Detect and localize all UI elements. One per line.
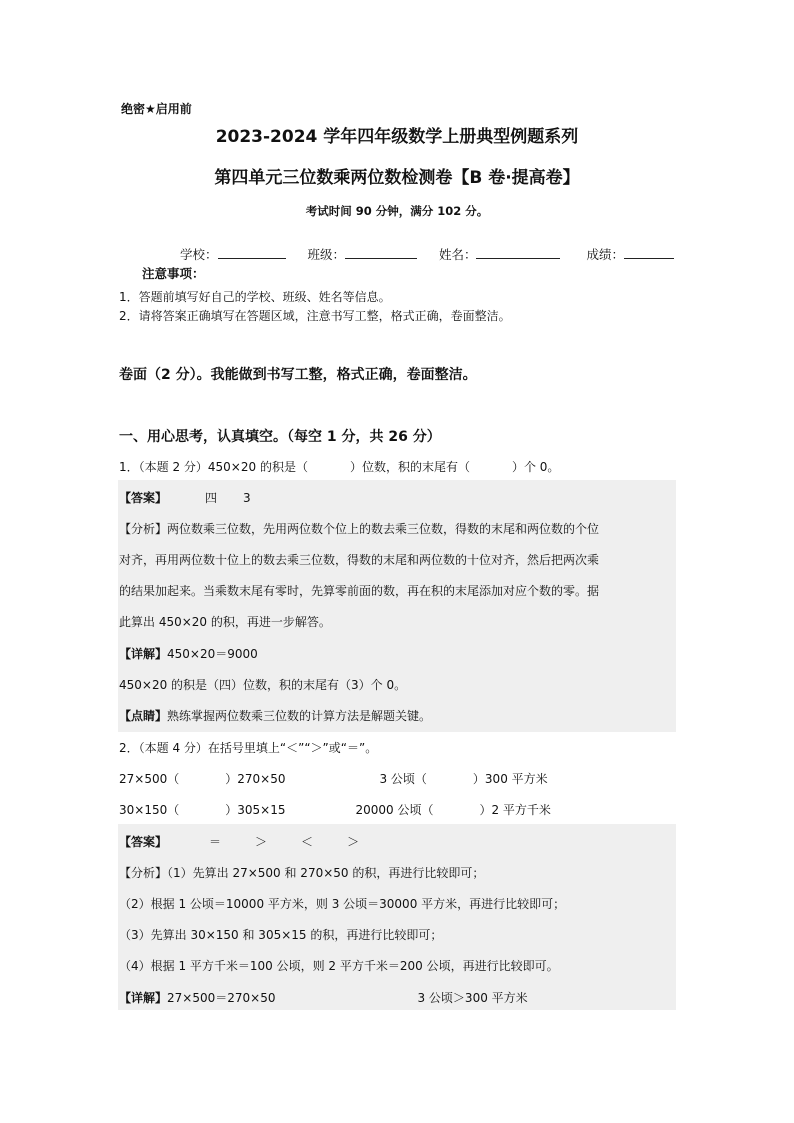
- q2-detail: [119, 989, 528, 1006]
- detail-text: 450×20＝9000: [167, 647, 258, 661]
- name-label: 姓名：: [438, 247, 477, 262]
- q1-conclusion: 450×20 的积是（四）位数，积的末尾有（3）个 0。: [119, 678, 407, 692]
- notice-item: 1．答题前填写好自己的学校、班级、姓名等信息。: [119, 290, 391, 304]
- neatness-statement: 卷面（2 分）。我能做到书写工整，格式正确，卷面整洁。: [119, 367, 477, 383]
- notice-title: 注意事项：: [142, 266, 205, 281]
- detail-text: 27×500＝270×50: [167, 991, 276, 1005]
- school-label: 学校：: [180, 247, 218, 262]
- score-blank: [624, 246, 674, 259]
- q1-analysis-line: 此算出 450×20 的积，再进一步解答。: [119, 615, 331, 629]
- q2-expr: ）270×50: [225, 772, 286, 786]
- q2-solution-block: [118, 824, 676, 1010]
- detail-label: 【详解】: [119, 647, 168, 661]
- q1-stem-part: ）个 0。: [511, 460, 560, 474]
- q2-analysis-line: 【分析】（1）先算出 27×500 和 270×50 的积，再进行比较即可；: [119, 866, 485, 880]
- q1-detail: [119, 645, 258, 662]
- answer-value: 3: [243, 491, 251, 505]
- q1-tip: [119, 707, 431, 724]
- q2-expr: 27×500（: [119, 772, 180, 786]
- section-title: 一、用心思考，认真填空。（每空 1 分，共 26 分）: [119, 429, 441, 445]
- school-blank: [218, 246, 286, 259]
- detail-text: 3 公顷＞300 平方米: [417, 991, 528, 1005]
- document-title: 2023-2024 学年四年级数学上册典型例题系列: [215, 127, 579, 147]
- q2-expr: ）300 平方米: [472, 772, 548, 786]
- notice-item: 2．请将答案正确填写在答题区域，注意书写工整，格式正确，卷面整洁。: [119, 309, 511, 323]
- student-info-line: [180, 245, 674, 263]
- answer-value: 四: [205, 491, 218, 505]
- answer-value: ＝: [209, 835, 222, 849]
- q1-stem-part: ）位数，积的末尾有（: [349, 460, 470, 474]
- answer-value: ＜: [301, 835, 314, 849]
- question-2-stem: 2．（本题 4 分）在括号里填上“＜”“＞”或“＝”。: [119, 741, 378, 755]
- name-blank: [476, 246, 560, 259]
- q1-analysis-line: 对齐，再用两位数十位上的数去乘三位数，得数的末尾和两位数的十位对齐，然后把两次乘: [119, 553, 600, 567]
- q2-analysis-line: （3）先算出 30×150 和 305×15 的积，再进行比较即可；: [119, 928, 443, 942]
- document-subtitle: 第四单元三位数乘两位数检测卷【B 卷·提高卷】: [214, 168, 580, 188]
- q1-analysis-line: 的结果加起来。当乘数末尾有零时，先算零前面的数，再在积的末尾添加对应个数的零。据: [119, 584, 600, 598]
- detail-label: 【详解】: [119, 991, 168, 1005]
- q1-solution-block: [118, 480, 676, 732]
- q2-analysis-line: （4）根据 1 平方千米＝100 公顷，则 2 平方千米＝200 公顷，再进行比较即可。: [119, 959, 559, 973]
- q2-answer: [119, 833, 359, 850]
- answer-label: 【答案】: [119, 835, 168, 849]
- answer-label: 【答案】: [119, 491, 168, 505]
- q2-expr: 30×150（: [119, 803, 180, 817]
- tip-text: 熟练掌握两位数乘三位数的计算方法是解题关键。: [167, 709, 432, 723]
- class-blank: [345, 246, 417, 259]
- answer-value: ＞: [347, 835, 360, 849]
- exam-time: 考试时间 90 分钟，满分 102 分。: [305, 204, 489, 218]
- q2-row-1: [119, 770, 548, 787]
- class-label: 班级：: [307, 247, 345, 262]
- secret-mark: 绝密★启用前: [121, 102, 192, 116]
- q2-row-2: [119, 801, 551, 818]
- q2-analysis-line: （2）根据 1 公顷＝10000 平方米，则 3 公顷＝30000 平方米，再进行比较即可；: [119, 897, 566, 911]
- answer-value: ＞: [255, 835, 268, 849]
- tip-label: 【点睛】: [119, 709, 168, 723]
- q2-expr: 20000 公顷（: [355, 803, 434, 817]
- q2-expr: ）2 平方千米: [479, 803, 551, 817]
- q2-expr: 3 公顷（: [379, 772, 427, 786]
- q1-stem-part: 1．（本题 2 分）450×20 的积是（: [119, 460, 308, 474]
- q2-expr: ）305×15: [225, 803, 286, 817]
- question-1-stem: [119, 458, 559, 475]
- q1-analysis-line: 【分析】两位数乘三位数，先用两位数个位上的数去乘三位数，得数的末尾和两位数的个位: [119, 522, 600, 536]
- score-label: 成绩：: [586, 247, 624, 262]
- q1-answer: [119, 489, 251, 506]
